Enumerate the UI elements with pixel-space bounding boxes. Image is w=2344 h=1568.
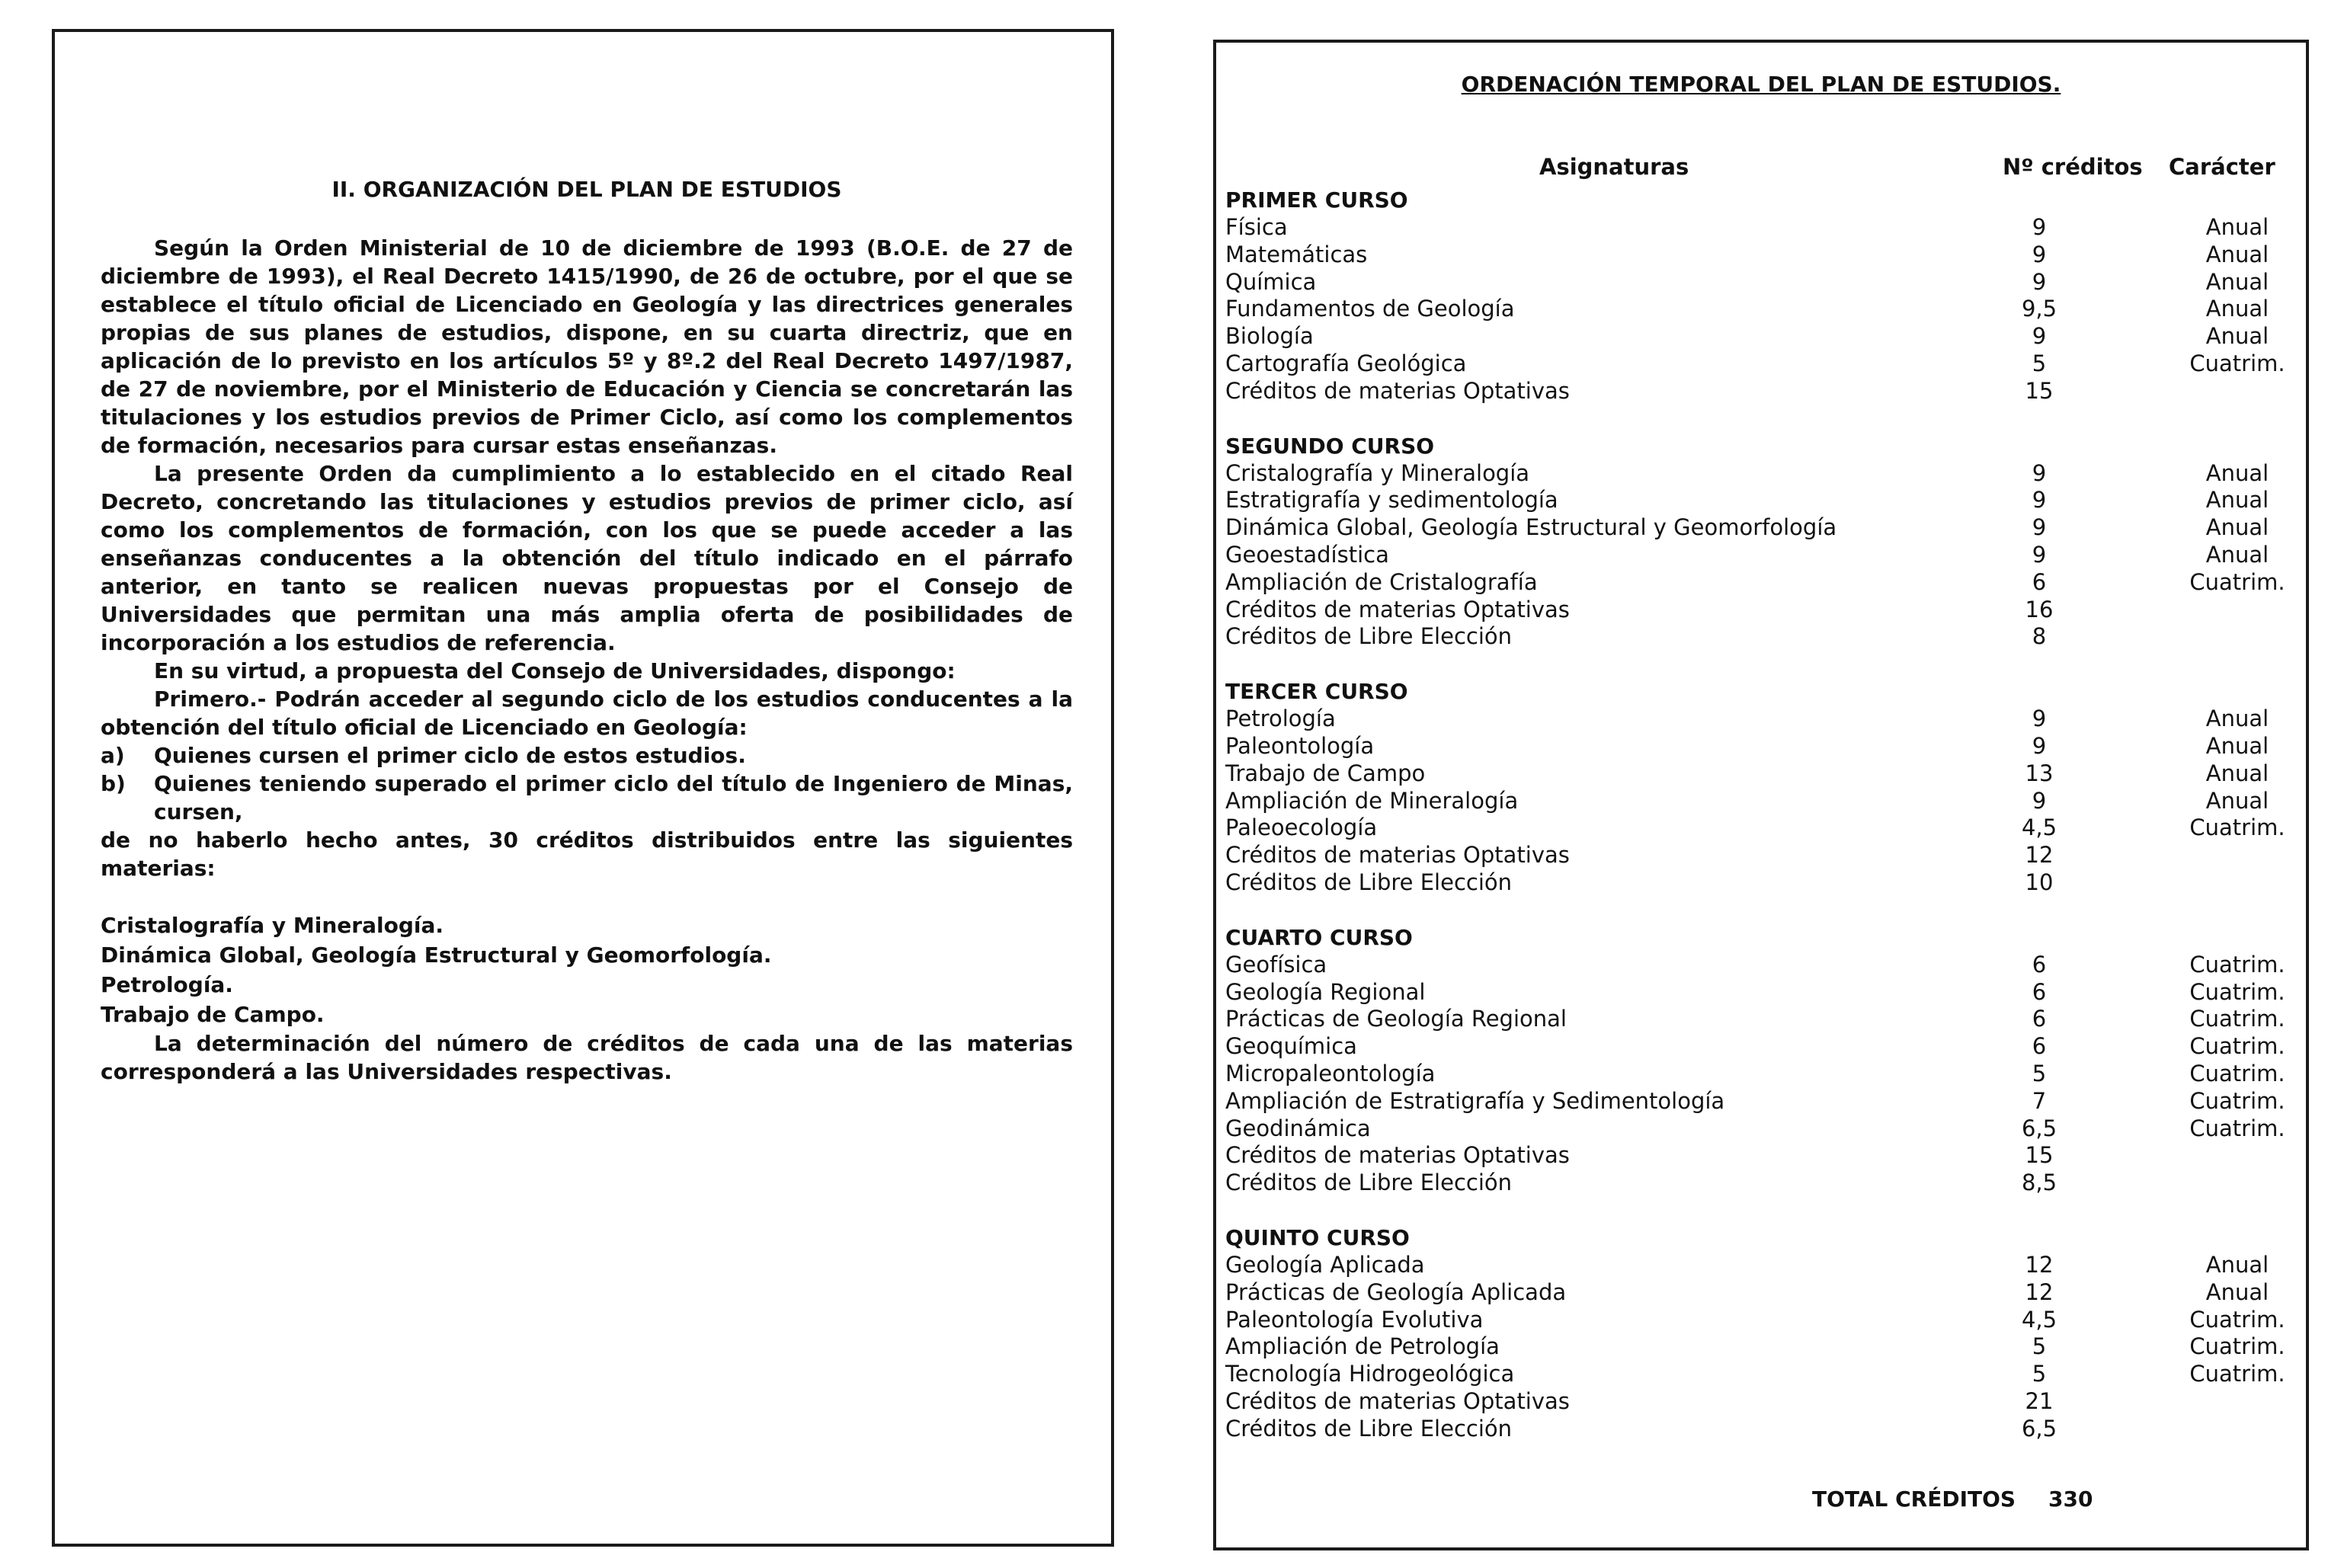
subject-cell: Dinámica Global, Geología Estructural y Geomorfología [1225,514,1837,541]
table-row [1225,1033,2300,1061]
subject-cell: Prácticas de Geología Regional [1225,1006,1567,1032]
table-row [1225,952,2300,979]
table-row [1225,296,2300,323]
table-row [1225,323,2300,350]
type-cell: Cuatrim. [2189,1306,2285,1333]
subject-cell: Créditos de Libre Elección [1225,1170,1513,1196]
credits-cell: 5 [2032,1060,2047,1086]
left-page-content [101,177,1073,1086]
table-row [1225,1088,2300,1115]
type-cell: Anual [2205,214,2269,240]
credits-cell: 15 [2025,1142,2054,1169]
type-cell: Anual [2205,296,2269,322]
table-row [1225,869,2300,897]
materia-item: Petrología. [101,972,233,997]
credits-cell: 9 [2032,787,2047,814]
table-row [1225,1115,2300,1143]
credits-cell: 15 [2025,377,2054,404]
subject-cell: Ampliación de Cristalografía [1225,568,1538,595]
credits-cell: 9,5 [2021,296,2057,322]
left-page [52,29,1114,1547]
type-cell: Anual [2205,760,2269,786]
type-cell: Anual [2205,787,2269,814]
subject-cell: Geofísica [1225,951,1327,978]
credits-cell: 6,5 [2021,1415,2057,1442]
type-cell: Cuatrim. [2189,1087,2285,1114]
credits-cell: 10 [2025,869,2054,895]
table-row [1225,760,2300,788]
credits-cell: 9 [2032,514,2047,541]
credits-cell: 9 [2032,241,2047,267]
course-spacer [1225,405,2300,433]
column-header-credits: Nº créditos [2003,154,2143,180]
course-spacer [1225,651,2300,678]
type-cell: Anual [2205,1251,2269,1278]
table-row [1225,706,2300,733]
type-cell: Cuatrim. [2189,1006,2285,1032]
credits-cell: 9 [2032,459,2047,486]
subject-cell: Geoestadística [1225,541,1389,568]
credits-cell: 7 [2032,1087,2047,1114]
subject-cell: Estratigrafía y sedimentología [1225,487,1558,514]
section-heading: II. ORGANIZACIÓN DEL PLAN DE ESTUDIOS [331,177,842,202]
subject-cell: Prácticas de Geología Aplicada [1225,1278,1567,1305]
credits-cell: 6 [2032,1006,2047,1032]
type-cell: Anual [2205,732,2269,759]
materia-item: Cristalografía y Mineralogía. [101,913,444,938]
table-row [1225,487,2300,514]
course-heading: SEGUNDO CURSO [1225,433,1435,459]
table-row [1225,569,2300,597]
credits-cell: 9 [2032,487,2047,514]
credits-cell: 4,5 [2021,1306,2057,1333]
subject-cell: Ampliación de Estratigrafía y Sedimentología [1225,1087,1725,1114]
table-row [1225,214,2300,242]
total-credits-label: TOTAL CRÉDITOS [1812,1486,2016,1512]
table-row [1225,1333,2300,1361]
type-cell: Anual [2205,241,2269,267]
table-row [1225,542,2300,569]
column-header-subjects: Asignaturas [1539,154,1689,180]
subject-cell: Créditos de materias Optativas [1225,1387,1570,1414]
subject-cell: Créditos de Libre Elección [1225,623,1513,650]
credits-cell: 5 [2032,350,2047,376]
table-row [1225,1361,2300,1388]
subject-cell: Petrología [1225,706,1336,732]
course-table [1225,187,2300,1442]
subject-cell: Cristalografía y Mineralogía [1225,459,1530,486]
table-row [1225,1252,2300,1279]
subject-cell: Geodinámica [1225,1115,1371,1141]
list-item-b-continuation: de no haberlo hecho antes, 30 créditos distribuidos entre las siguientes materias: [101,827,1073,881]
credits-cell: 5 [2032,1361,2047,1387]
credits-cell: 6,5 [2021,1115,2057,1141]
table-row [1225,1061,2300,1088]
list-text-b: Quienes teniendo superado el primer ciclo del título de Ingeniero de Minas, cursen, [154,771,1073,824]
credits-cell: 21 [2025,1387,2054,1414]
paragraph-3: En su virtud, a propuesta del Consejo de Universidades, dispongo: [154,658,956,683]
credits-cell: 9 [2032,706,2047,732]
type-cell: Cuatrim. [2189,978,2285,1005]
course-heading: CUARTO CURSO [1225,924,1413,950]
type-cell: Cuatrim. [2189,1115,2285,1141]
course-heading: TERCER CURSO [1225,679,1408,705]
paragraph-4: Primero.- Podrán acceder al segundo ciclo de los estudios conducentes a la obtención del título oficial de Licenciado en Geología: [101,686,1073,740]
type-cell: Anual [2205,706,2269,732]
subject-cell: Créditos de Libre Elección [1225,1415,1513,1442]
credits-cell: 16 [2025,596,2054,622]
list-item-b [101,770,1073,826]
subject-cell: Créditos de materias Optativas [1225,1142,1570,1169]
subject-cell: Geología Aplicada [1225,1251,1425,1278]
table-row [1225,242,2300,269]
credits-cell: 9 [2032,214,2047,240]
type-cell: Cuatrim. [2189,1033,2285,1060]
credits-cell: 13 [2025,760,2054,786]
course-heading: PRIMER CURSO [1225,187,1408,213]
closing-paragraph: La determinación del número de créditos de cada una de las materias corresponderá a las Universidades respectivas. [101,1031,1073,1084]
type-cell: Cuatrim. [2189,814,2285,841]
type-cell: Cuatrim. [2189,1361,2285,1387]
credits-cell: 12 [2025,1251,2054,1278]
credits-cell: 9 [2032,323,2047,350]
column-header-type: Carácter [2169,154,2275,180]
materia-item: Trabajo de Campo. [101,1002,325,1027]
list-marker-b: b) [101,771,126,796]
subject-cell: Créditos de materias Optativas [1225,377,1570,404]
type-cell: Anual [2205,514,2269,541]
subject-cell: Fundamentos de Geología [1225,296,1515,322]
table-row [1225,842,2300,869]
type-cell: Cuatrim. [2189,568,2285,595]
table-row [1225,979,2300,1006]
course-spacer [1225,897,2300,924]
subject-cell: Geología Regional [1225,978,1426,1005]
subject-cell: Física [1225,214,1288,240]
total-credits-value: 330 [2048,1486,2093,1512]
course-heading: QUINTO CURSO [1225,1224,1410,1250]
credits-cell: 8 [2032,623,2047,650]
table-row [1225,1307,2300,1334]
type-cell: Cuatrim. [2189,350,2285,376]
subject-cell: Micropaleontología [1225,1060,1436,1086]
credits-cell: 4,5 [2021,814,2057,841]
type-cell: Anual [2205,541,2269,568]
table-row [1225,514,2300,542]
credits-cell: 6 [2032,568,2047,595]
credits-cell: 9 [2032,732,2047,759]
subject-cell: Cartografía Geológica [1225,350,1467,376]
paragraph-1: Según la Orden Ministerial de 10 de diciembre de 1993 (B.O.E. de 27 de diciembre de 1993), el Real Decreto 1415/1990, de 26 de octubre, por el que se establece el título oficial de Licenciado en Geología y las directrices generales propias de sus planes de estudios, dispone, en su cuarta directriz, que en aplicación de lo previsto en los artículos 5º y 8º.2 del Real Decreto 1497/1987, de 27 de noviembre, por el Ministerio de Educación y Ciencia se concretarán las titulaciones y los estudios previos de Primer Ciclo, así como los complementos de formación, necesarios para cursar estas enseñanzas. [101,235,1073,458]
type-cell: Anual [2205,268,2269,295]
credits-cell: 6 [2032,1033,2047,1060]
materia-item: Dinámica Global, Geología Estructural y Geomorfología. [101,942,772,968]
credits-cell: 12 [2025,842,2054,869]
right-page [1213,40,2309,1550]
type-cell: Cuatrim. [2189,1333,2285,1360]
type-cell: Anual [2205,459,2269,486]
credits-cell: 5 [2032,1333,2047,1360]
table-row [1225,1170,2300,1197]
table-row [1225,1388,2300,1416]
table-row [1225,460,2300,488]
table-row [1225,350,2300,378]
credits-cell: 12 [2025,1278,2054,1305]
credits-cell: 6 [2032,978,2047,1005]
table-row [1225,378,2300,405]
credits-cell: 9 [2032,541,2047,568]
type-cell: Anual [2205,323,2269,350]
table-row [1225,623,2300,651]
credits-cell: 9 [2032,268,2047,295]
subject-cell: Tecnología Hidrogeológica [1225,1361,1515,1387]
table-row [1225,269,2300,296]
course-spacer [1225,1197,2300,1224]
credits-cell: 6 [2032,951,2047,978]
list-item-a [101,741,1073,770]
type-cell: Cuatrim. [2189,1060,2285,1086]
materias-list [101,910,1073,1029]
table-row [1225,1279,2300,1307]
subject-cell: Paleoecología [1225,814,1378,841]
type-cell: Anual [2205,487,2269,514]
table-row [1225,814,2300,842]
subject-cell: Créditos de Libre Elección [1225,869,1513,895]
table-row [1225,597,2300,624]
subject-cell: Paleontología Evolutiva [1225,1306,1484,1333]
subject-cell: Química [1225,268,1317,295]
subject-cell: Geoquímica [1225,1033,1357,1060]
subject-cell: Paleontología [1225,732,1375,759]
credits-cell: 8,5 [2021,1170,2057,1196]
subject-cell: Matemáticas [1225,241,1368,267]
type-cell: Anual [2205,1278,2269,1305]
subject-cell: Ampliación de Mineralogía [1225,787,1519,814]
table-row [1225,1006,2300,1033]
table-row [1225,1416,2300,1443]
subject-cell: Ampliación de Petrología [1225,1333,1500,1360]
paragraph-2: La presente Orden da cumplimiento a lo establecido en el citado Real Decreto, concretando las titulaciones y estudios previos de primer ciclo, así como los complementos de formación, con los que se puede acceder a las enseñanzas conducentes a la obtención del título indicado en el párrafo anterior, en tanto se realicen nuevas propuestas por el Consejo de Universidades que permitan una más amplia oferta de posibilidades de incorporación a los estudios de referencia. [101,461,1073,655]
subject-cell: Créditos de materias Optativas [1225,596,1570,622]
type-cell: Cuatrim. [2189,951,2285,978]
list-marker-a: a) [101,743,125,768]
table-row [1225,788,2300,815]
subject-cell: Créditos de materias Optativas [1225,842,1570,869]
list-text-a: Quienes cursen el primer ciclo de estos estudios. [154,743,746,768]
plan-title: ORDENACIÓN TEMPORAL DEL PLAN DE ESTUDIOS. [1461,72,2061,97]
subject-cell: Trabajo de Campo [1225,760,1426,786]
subject-cell: Biología [1225,323,1314,350]
table-row [1225,733,2300,760]
table-row [1225,1142,2300,1170]
